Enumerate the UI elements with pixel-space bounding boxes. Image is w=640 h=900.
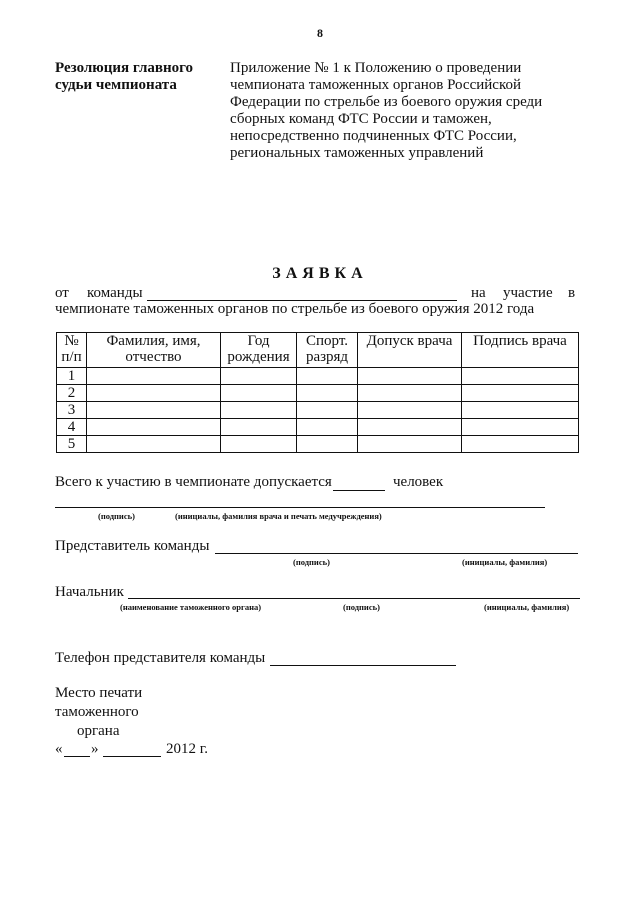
resolution-label: Резолюция главного судьи чемпионата <box>55 60 194 93</box>
team-word: команды <box>87 285 143 301</box>
in-word: в <box>568 285 576 301</box>
date-day-line[interactable] <box>64 756 90 757</box>
on-word: на <box>471 285 486 301</box>
birth-year-cell[interactable] <box>221 402 297 419</box>
birth-year-cell[interactable] <box>221 385 297 402</box>
championship-line: чемпионате таможенных органов по стрельбе из боевого оружия 2012 года <box>55 301 535 317</box>
stamp-block <box>55 684 215 741</box>
table-row <box>57 385 579 402</box>
doctor-signature-cell[interactable] <box>462 385 579 402</box>
stamp-line-1: Место печати <box>55 685 143 701</box>
table-row <box>57 368 579 385</box>
col-name-header: Фамилия, имя, отчество <box>87 333 221 368</box>
row-number: 2 <box>57 385 87 402</box>
birth-year-cell[interactable] <box>221 436 297 453</box>
chief-signature-caption: (подпись) <box>343 602 380 612</box>
admitted-label: Всего к участию в чемпионате допускается <box>55 474 332 490</box>
chief-line[interactable] <box>128 598 580 599</box>
doctor-admission-cell[interactable] <box>358 368 462 385</box>
sport-rank-cell[interactable] <box>297 419 358 436</box>
document-title: ЗАЯВКА <box>272 265 368 282</box>
date-close-quote: » <box>91 741 99 757</box>
doctor-signature-line[interactable] <box>55 507 545 508</box>
col-doctor-signature-header: Подпись врача <box>462 333 579 368</box>
date-month-line[interactable] <box>103 756 161 757</box>
chief-label: Начальник <box>55 584 124 600</box>
appendix-text: Приложение № 1 к Положению о проведении чемпионата таможенных органов Российской Федерации по стрельбе из боевого оружия среди сборных команд ФТС России и таможен, непосредственно подчиненных ФТС России, региональных таможенных управлений <box>230 60 543 161</box>
page-number: 8 <box>317 26 323 40</box>
chief-initials-caption: (инициалы, фамилия) <box>484 602 570 612</box>
table-header-row <box>57 333 579 368</box>
doctor-admission-cell[interactable] <box>358 436 462 453</box>
doctor-signature-caption: (подпись) <box>98 511 135 521</box>
chief-org-caption: (наименование таможенного органа) <box>120 602 262 612</box>
table-row <box>57 436 579 453</box>
doctor-details-caption: (инициалы, фамилия врача и печать медучреждения) <box>175 511 382 521</box>
doctor-admission-cell[interactable] <box>358 402 462 419</box>
row-number: 1 <box>57 368 87 385</box>
doctor-signature-cell[interactable] <box>462 368 579 385</box>
col-number-header: № п/п <box>57 333 87 368</box>
name-cell[interactable] <box>87 368 221 385</box>
name-cell[interactable] <box>87 436 221 453</box>
col-sport-rank-header: Спорт. разряд <box>297 333 358 368</box>
participants-table <box>56 332 579 453</box>
doctor-admission-cell[interactable] <box>358 419 462 436</box>
row-number: 3 <box>57 402 87 419</box>
sport-rank-cell[interactable] <box>297 385 358 402</box>
admitted-unit: человек <box>393 474 444 490</box>
representative-initials-caption: (инициалы, фамилия) <box>462 557 548 567</box>
doctor-signature-cell[interactable] <box>462 402 579 419</box>
table-row <box>57 402 579 419</box>
sport-rank-cell[interactable] <box>297 402 358 419</box>
birth-year-cell[interactable] <box>221 419 297 436</box>
from-word: от <box>55 285 69 301</box>
col-birth-year-header: Год рождения <box>221 333 297 368</box>
stamp-line-3: органа <box>77 723 120 739</box>
birth-year-cell[interactable] <box>221 368 297 385</box>
stamp-line-2: таможенного <box>55 704 139 720</box>
doctor-admission-cell[interactable] <box>358 385 462 402</box>
phone-label: Телефон представителя команды <box>55 650 266 666</box>
name-cell[interactable] <box>87 419 221 436</box>
representative-label: Представитель команды <box>55 538 210 554</box>
admitted-count-line[interactable] <box>333 490 385 491</box>
sport-rank-cell[interactable] <box>297 436 358 453</box>
date-year: 2012 г. <box>166 741 208 757</box>
table-row <box>57 419 579 436</box>
doctor-signature-cell[interactable] <box>462 419 579 436</box>
phone-line[interactable] <box>270 665 456 666</box>
col-doctor-admission-header: Допуск врача <box>358 333 462 368</box>
name-cell[interactable] <box>87 402 221 419</box>
row-number: 5 <box>57 436 87 453</box>
doctor-signature-cell[interactable] <box>462 436 579 453</box>
date-open-quote: « <box>55 741 63 757</box>
participation-word: участие <box>503 285 553 301</box>
representative-line[interactable] <box>215 553 578 554</box>
row-number: 4 <box>57 419 87 436</box>
name-cell[interactable] <box>87 385 221 402</box>
sport-rank-cell[interactable] <box>297 368 358 385</box>
representative-signature-caption: (подпись) <box>293 557 330 567</box>
